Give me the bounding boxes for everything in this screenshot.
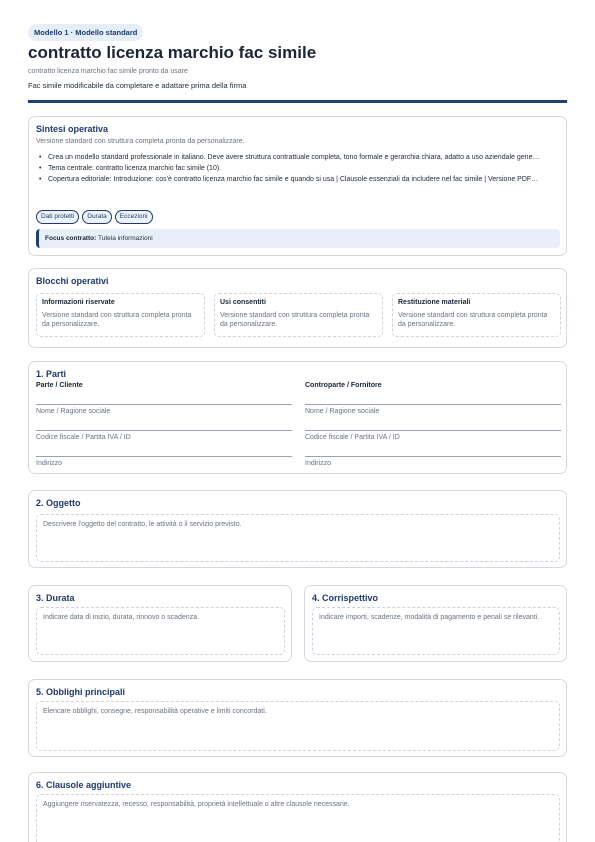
clausole-textarea[interactable]: Aggiungere riservatezza, recesso, responsabilità, proprietà intellettuale o altre clausole necessarie. [36,794,560,842]
summary-bullet: • Crea un modello standard professionale in italiano. Deve avere struttura contrattuale completa, tono formale e gerarchia chiara, adatto a uso aziendale gene… [39,153,559,163]
supplier-taxid-label: Codice fiscale / Partita IVA / ID [305,434,400,441]
focus-value: Tutela informazioni [97,235,153,242]
parties-title: 1. Parti [36,369,67,379]
supplier-name-line[interactable] [305,404,561,405]
block-text: Versione standard con struttura completa pronta da personalizzare. [220,312,370,328]
client-taxid-label: Codice fiscale / Partita IVA / ID [36,434,131,441]
client-address-line[interactable] [36,456,292,457]
client-name-label: Nome / Ragione sociale [36,408,111,415]
block-text: Versione standard con struttura completa pronta da personalizzare. [398,312,548,328]
client-name-line[interactable] [36,404,292,405]
oggetto-textarea[interactable]: Descrivere l'oggetto del contratto, le attività o il servizio previsto. [36,514,560,562]
focus-callout [36,229,560,248]
block-usi-consentiti [214,293,383,337]
durata-textarea[interactable]: Indicare data di inizio, durata, rinnovo o scadenza. [36,607,285,655]
block-title: Usi consentiti [220,299,266,306]
corrispettivo-textarea[interactable]: Indicare importi, scadenze, modalità di pagamento e penali se rilevanti. [312,607,560,655]
obblighi-textarea[interactable]: Elencare obblighi, consegne, responsabilità operative e limiti concordati. [36,701,560,751]
block-title: Restituzione materiali [398,299,471,306]
party-client-heading: Parte / Cliente [36,382,83,389]
obblighi-title: 5. Obblighi principali [36,687,126,697]
page-title: contratto licenza marchio fac simile [28,43,317,62]
focus-label: Focus contratto: [45,235,97,242]
oggetto-card [28,490,567,568]
summary-title: Sintesi operativa [36,124,109,134]
supplier-taxid-line[interactable] [305,430,561,431]
blocks-title: Blocchi operativi [36,276,109,286]
obblighi-card [28,679,567,757]
summary-bullet-list [39,153,559,186]
block-title: Informazioni riservate [42,299,115,306]
template-badge: Modello 1 · Modello standard [28,24,143,41]
summary-card [28,116,567,256]
clausole-title: 6. Clausole aggiuntive [36,780,132,790]
supplier-name-label: Nome / Ragione sociale [305,408,380,415]
tag-list [36,210,153,224]
tag-durata: Durata [82,210,112,224]
durata-card [28,585,292,662]
tag-eccezioni: Eccezioni [115,210,153,224]
durata-title: 3. Durata [36,593,75,603]
block-restituzione-materiali [392,293,561,337]
client-address-label: Indirizzo [36,460,63,467]
corrispettivo-title: 4. Corrispettivo [312,593,379,603]
corrispettivo-card [304,585,567,662]
supplier-address-line[interactable] [305,456,561,457]
block-text: Versione standard con struttura completa pronta da personalizzare. [42,312,192,328]
parties-card [28,361,567,474]
blocks-card [28,268,567,348]
page-subtitle: contratto licenza marchio fac simile pronto da usare [28,68,188,75]
oggetto-title: 2. Oggetto [36,498,81,508]
block-informazioni-riservate [36,293,205,337]
summary-subtitle: Versione standard con struttura completa pronta da personalizzare. [36,138,245,145]
summary-bullet: • Copertura editoriale: Introduzione: cos'è contratto licenza marchio fac simile e quando si usa | Clausole essenziali da includere nel fac simile | Versione PDF… [39,175,559,185]
party-supplier-heading: Controparte / Fornitore [305,382,382,389]
page-note: Fac simile modificabile da completare e adattare prima della firma [28,81,247,90]
summary-bullet: • Tema centrale: contratto licenza marchio fac simile (10). [39,164,559,174]
client-taxid-line[interactable] [36,430,292,431]
header-divider [28,100,567,103]
clausole-card [28,772,567,842]
tag-dati-protetti: Dati protetti [36,210,79,224]
supplier-address-label: Indirizzo [305,460,332,467]
